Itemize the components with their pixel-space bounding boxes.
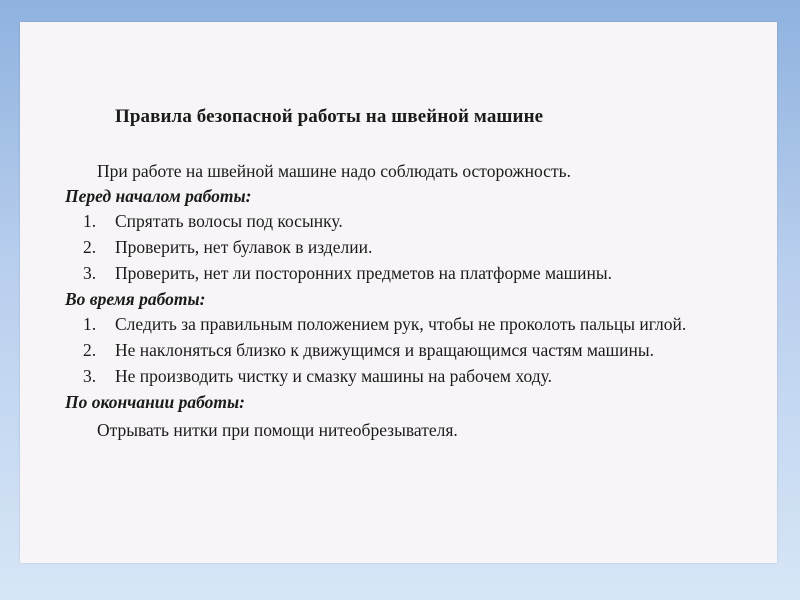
section-heading-before-work: Перед началом работы: bbox=[65, 186, 252, 206]
document-title: Правила безопасной работы на швейной машине bbox=[115, 106, 544, 127]
section-heading-after-work: По окончании работы: bbox=[65, 392, 245, 412]
list-item bbox=[65, 312, 715, 337]
list-item-text: Проверить, нет булавок в изделии. bbox=[115, 237, 373, 257]
list-item-number: 1. bbox=[83, 211, 97, 231]
intro-text: При работе на швейной машине надо соблюдать осторожность. bbox=[97, 161, 571, 181]
list-item-text: Следить за правильным положением рук, чтобы не проколоть пальцы иглой. bbox=[115, 314, 687, 334]
section-heading-during-work: Во время работы: bbox=[65, 289, 206, 309]
list-item-number: 3. bbox=[83, 366, 97, 386]
list-item-text: Не наклоняться близко к движущимся и вращающимся частям машины. bbox=[115, 340, 654, 360]
list-item-text: Проверить, нет ли посторонних предметов на платформе машины. bbox=[115, 263, 613, 283]
list-before-work bbox=[65, 209, 755, 286]
list-item-text: Не производить чистку и смазку машины на рабочем ходу. bbox=[115, 366, 552, 386]
list-item bbox=[65, 209, 755, 234]
closing-text: Отрывать нитки при помощи нитеобрезывателя. bbox=[97, 420, 458, 440]
document-content bbox=[65, 104, 755, 443]
list-item bbox=[65, 364, 755, 389]
list-item-number: 3. bbox=[83, 263, 97, 283]
list-item-number: 2. bbox=[83, 340, 97, 360]
list-item bbox=[65, 235, 755, 260]
list-item bbox=[65, 338, 725, 363]
list-item bbox=[65, 261, 705, 286]
list-item-text: Спрятать волосы под косынку. bbox=[115, 211, 343, 231]
list-during-work bbox=[65, 312, 755, 389]
document-page bbox=[20, 22, 777, 563]
list-item-number: 1. bbox=[83, 314, 97, 334]
list-item-number: 2. bbox=[83, 237, 97, 257]
